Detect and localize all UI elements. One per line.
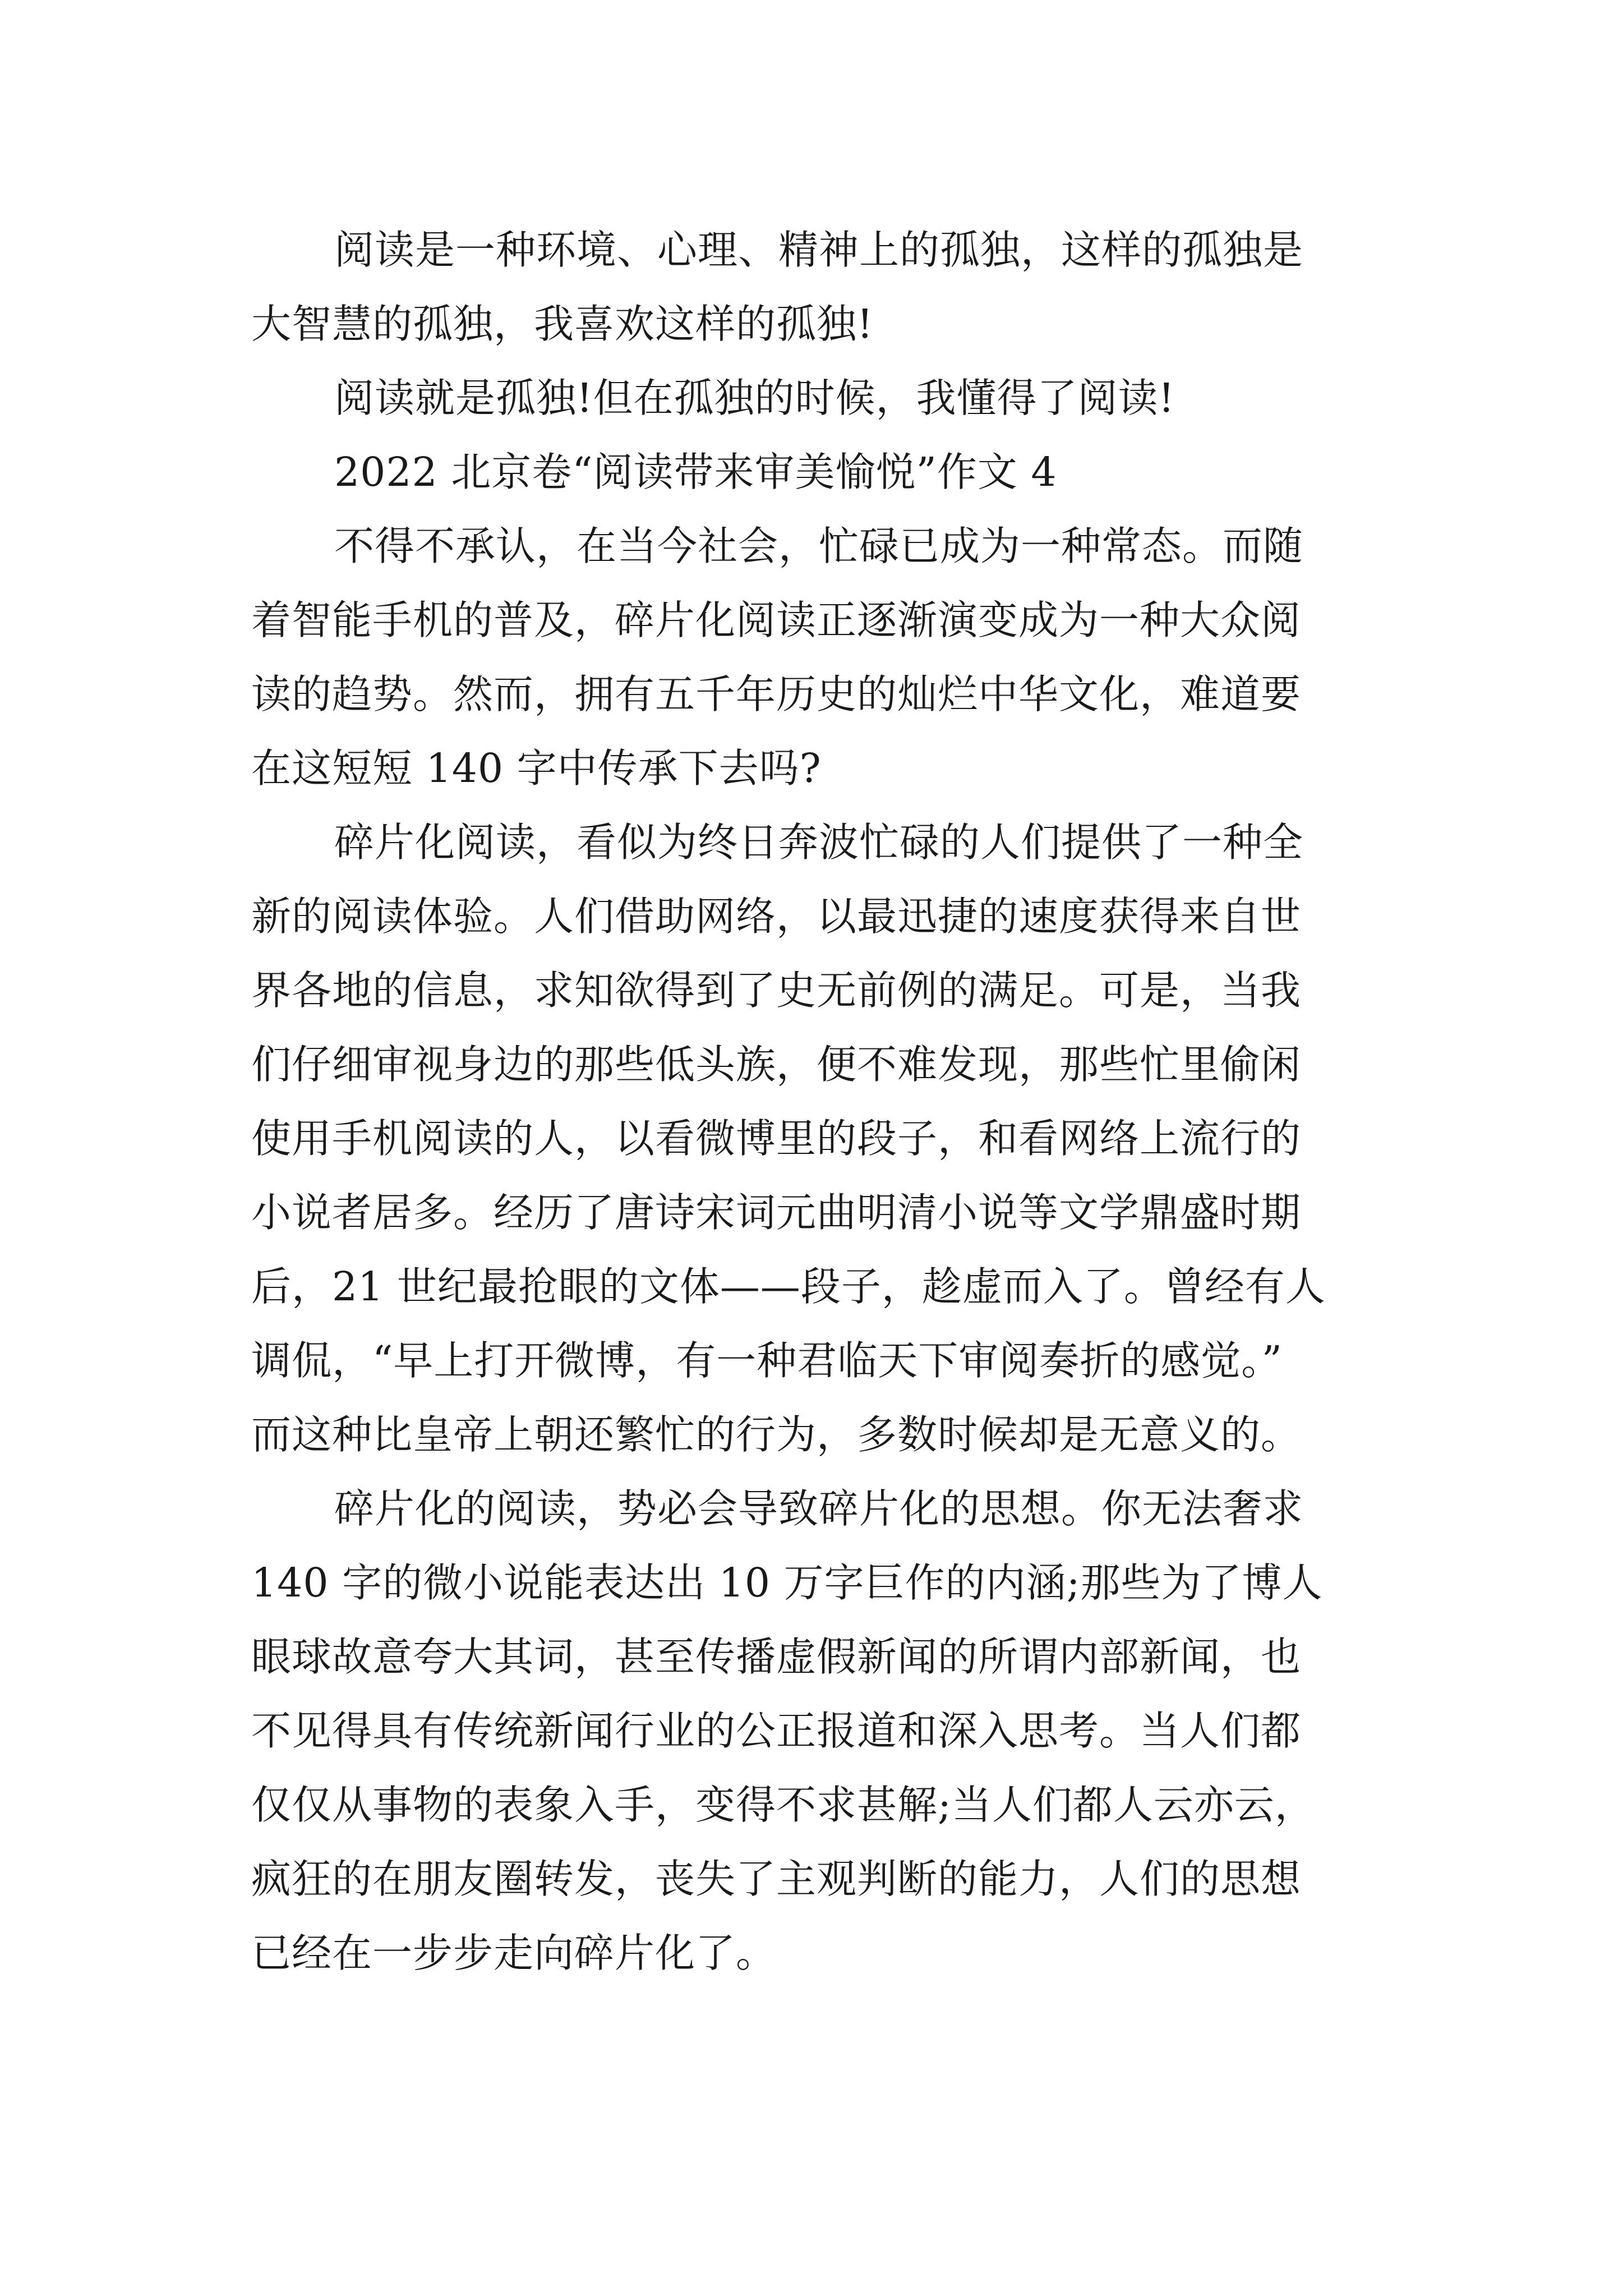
text-line: 着智能手机的普及，碎片化阅读正逐渐演变成为一种大众阅 [251,597,1302,643]
paragraph [251,361,1378,435]
text-line: 眼球故意夸大其词，甚至传播虚假新闻的所谓内部新闻，也 [251,1634,1302,1680]
text-line: 读的趋势。然而，拥有五千年历史的灿烂中华文化，难道要 [251,671,1302,717]
text-line: 界各地的信息，求知欲得到了史无前例的满足。可是，当我 [251,967,1302,1014]
text-line: 不得不承认，在当今社会，忙碌已成为一种常态。而随 [334,523,1304,569]
paragraph [251,509,1378,806]
text-line: 们仔细审视身边的那些低头族，便不难发现，那些忙里偷闲 [251,1041,1302,1088]
text-line: 调侃，“早上打开微博，有一种君临天下审阅奏折的感觉。” [251,1337,1283,1384]
text-line: 2022 北京卷“阅读带来审美愉悦”作文 4 [334,449,1057,495]
text-line: 使用手机阅读的人，以看微博里的段子，和看网络上流行的 [251,1115,1302,1162]
text-line: 仅仅从事物的表象入手，变得不求甚解;当人们都人云亦云， [251,1782,1315,1828]
text-line: 而这种比皇帝上朝还繁忙的行为，多数时候却是无意义的。 [251,1411,1302,1458]
text-line: 碎片化的阅读，势必会导致碎片化的思想。你无法奢求 [334,1485,1304,1532]
text-line: 小说者居多。经历了唐诗宋词元曲明清小说等文学鼎盛时期 [251,1189,1302,1236]
text-line: 不见得具有传统新闻行业的公正报道和深入思考。当人们都 [251,1708,1302,1754]
document-body [251,213,1378,1990]
text-line: 大智慧的孤独，我喜欢这样的孤独! [251,301,874,347]
text-line: 140 字的微小说能表达出 10 万字巨作的内涵;那些为了博人 [251,1559,1323,1606]
text-line: 在这短短 140 字中传承下去吗? [251,745,822,792]
text-line: 新的阅读体验。人们借助网络，以最迅捷的速度获得来自世 [251,893,1302,940]
text-line: 已经在一步步走向碎片化了。 [251,1930,777,1976]
paragraph [251,806,1378,1472]
paragraph [251,1472,1378,1990]
text-line: 阅读是一种环境、心理、精神上的孤独，这样的孤独是 [334,227,1304,273]
text-line: 后，21 世纪最抢眼的文体——段子，趁虚而入了。曾经有人 [251,1263,1326,1310]
paragraph [251,213,1378,361]
text-line: 疯狂的在朋友圈转发，丧失了主观判断的能力，人们的思想 [251,1856,1302,1902]
text-line: 碎片化阅读，看似为终日奔波忙碌的人们提供了一种全 [334,819,1304,866]
text-line: 阅读就是孤独!但在孤独的时候，我懂得了阅读! [334,375,1175,421]
paragraph [251,435,1378,509]
